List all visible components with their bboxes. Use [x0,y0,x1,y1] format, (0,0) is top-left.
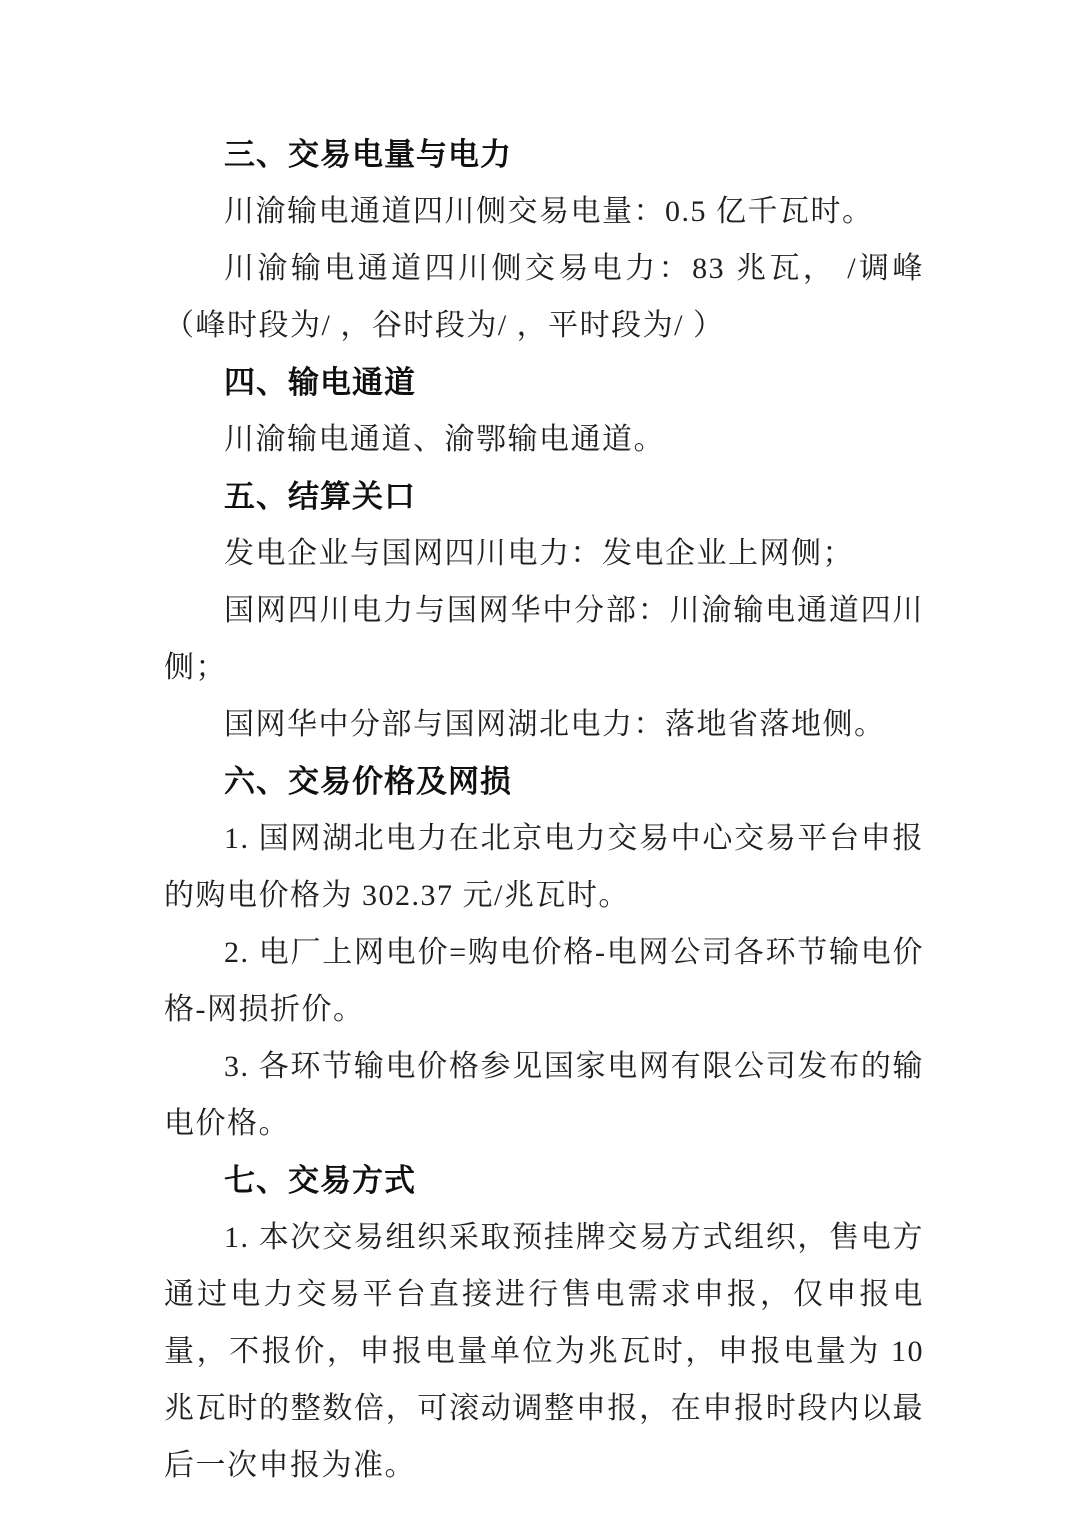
paragraph: 川渝输电通道四川侧交易电量：0.5 亿千瓦时。 [224,195,874,228]
paragraph: 1. 本次交易组织采取预挂牌交易方式组织，售电方通过电力交易平台直接进行售电需求申报，仅申报电量，不报价，申报电量单位为兆瓦时，申报电量为 10 兆瓦时的整数倍，可滚动调整申报，在申报时段内以最后一次申报为准。 [164,1221,924,1482]
paragraph: 发电企业与国网四川电力：发电企业上网侧； [224,537,854,570]
section-heading: 七、交易方式 [224,1163,416,1198]
section-trade-price-and-loss [164,753,924,1152]
section-heading: 五、结算关口 [224,479,416,514]
paragraph: 川渝输电通道、渝鄂输电通道。 [224,423,665,456]
section-settlement-gateway [164,468,924,753]
paragraph: 2. 电厂上网电价=购电价格-电网公司各环节输电价格-网损折价。 [164,936,924,1026]
paragraph: 国网四川电力与国网华中分部：川渝输电通道四川侧； [164,594,924,684]
section-trade-method [164,1152,924,1494]
section-heading: 三、交易电量与电力 [224,137,512,172]
section-heading: 四、输电通道 [224,365,416,400]
section-transmission-channel [164,354,924,468]
paragraph: 国网华中分部与国网湖北电力：落地省落地侧。 [224,708,886,741]
paragraph: 3. 各环节输电价格参见国家电网有限公司发布的输电价格。 [164,1050,924,1140]
paragraph: 1. 国网湖北电力在北京电力交易中心交易平台申报的购电价格为 302.37 元/兆瓦时。 [164,822,924,912]
paragraph: 川渝输电通道四川侧交易电力：83 兆瓦， /调峰（峰时段为/ ，谷时段为/ ，平时段为/ ） [164,252,924,342]
section-trade-volume-and-power [164,126,924,354]
section-heading: 六、交易价格及网损 [224,764,512,799]
